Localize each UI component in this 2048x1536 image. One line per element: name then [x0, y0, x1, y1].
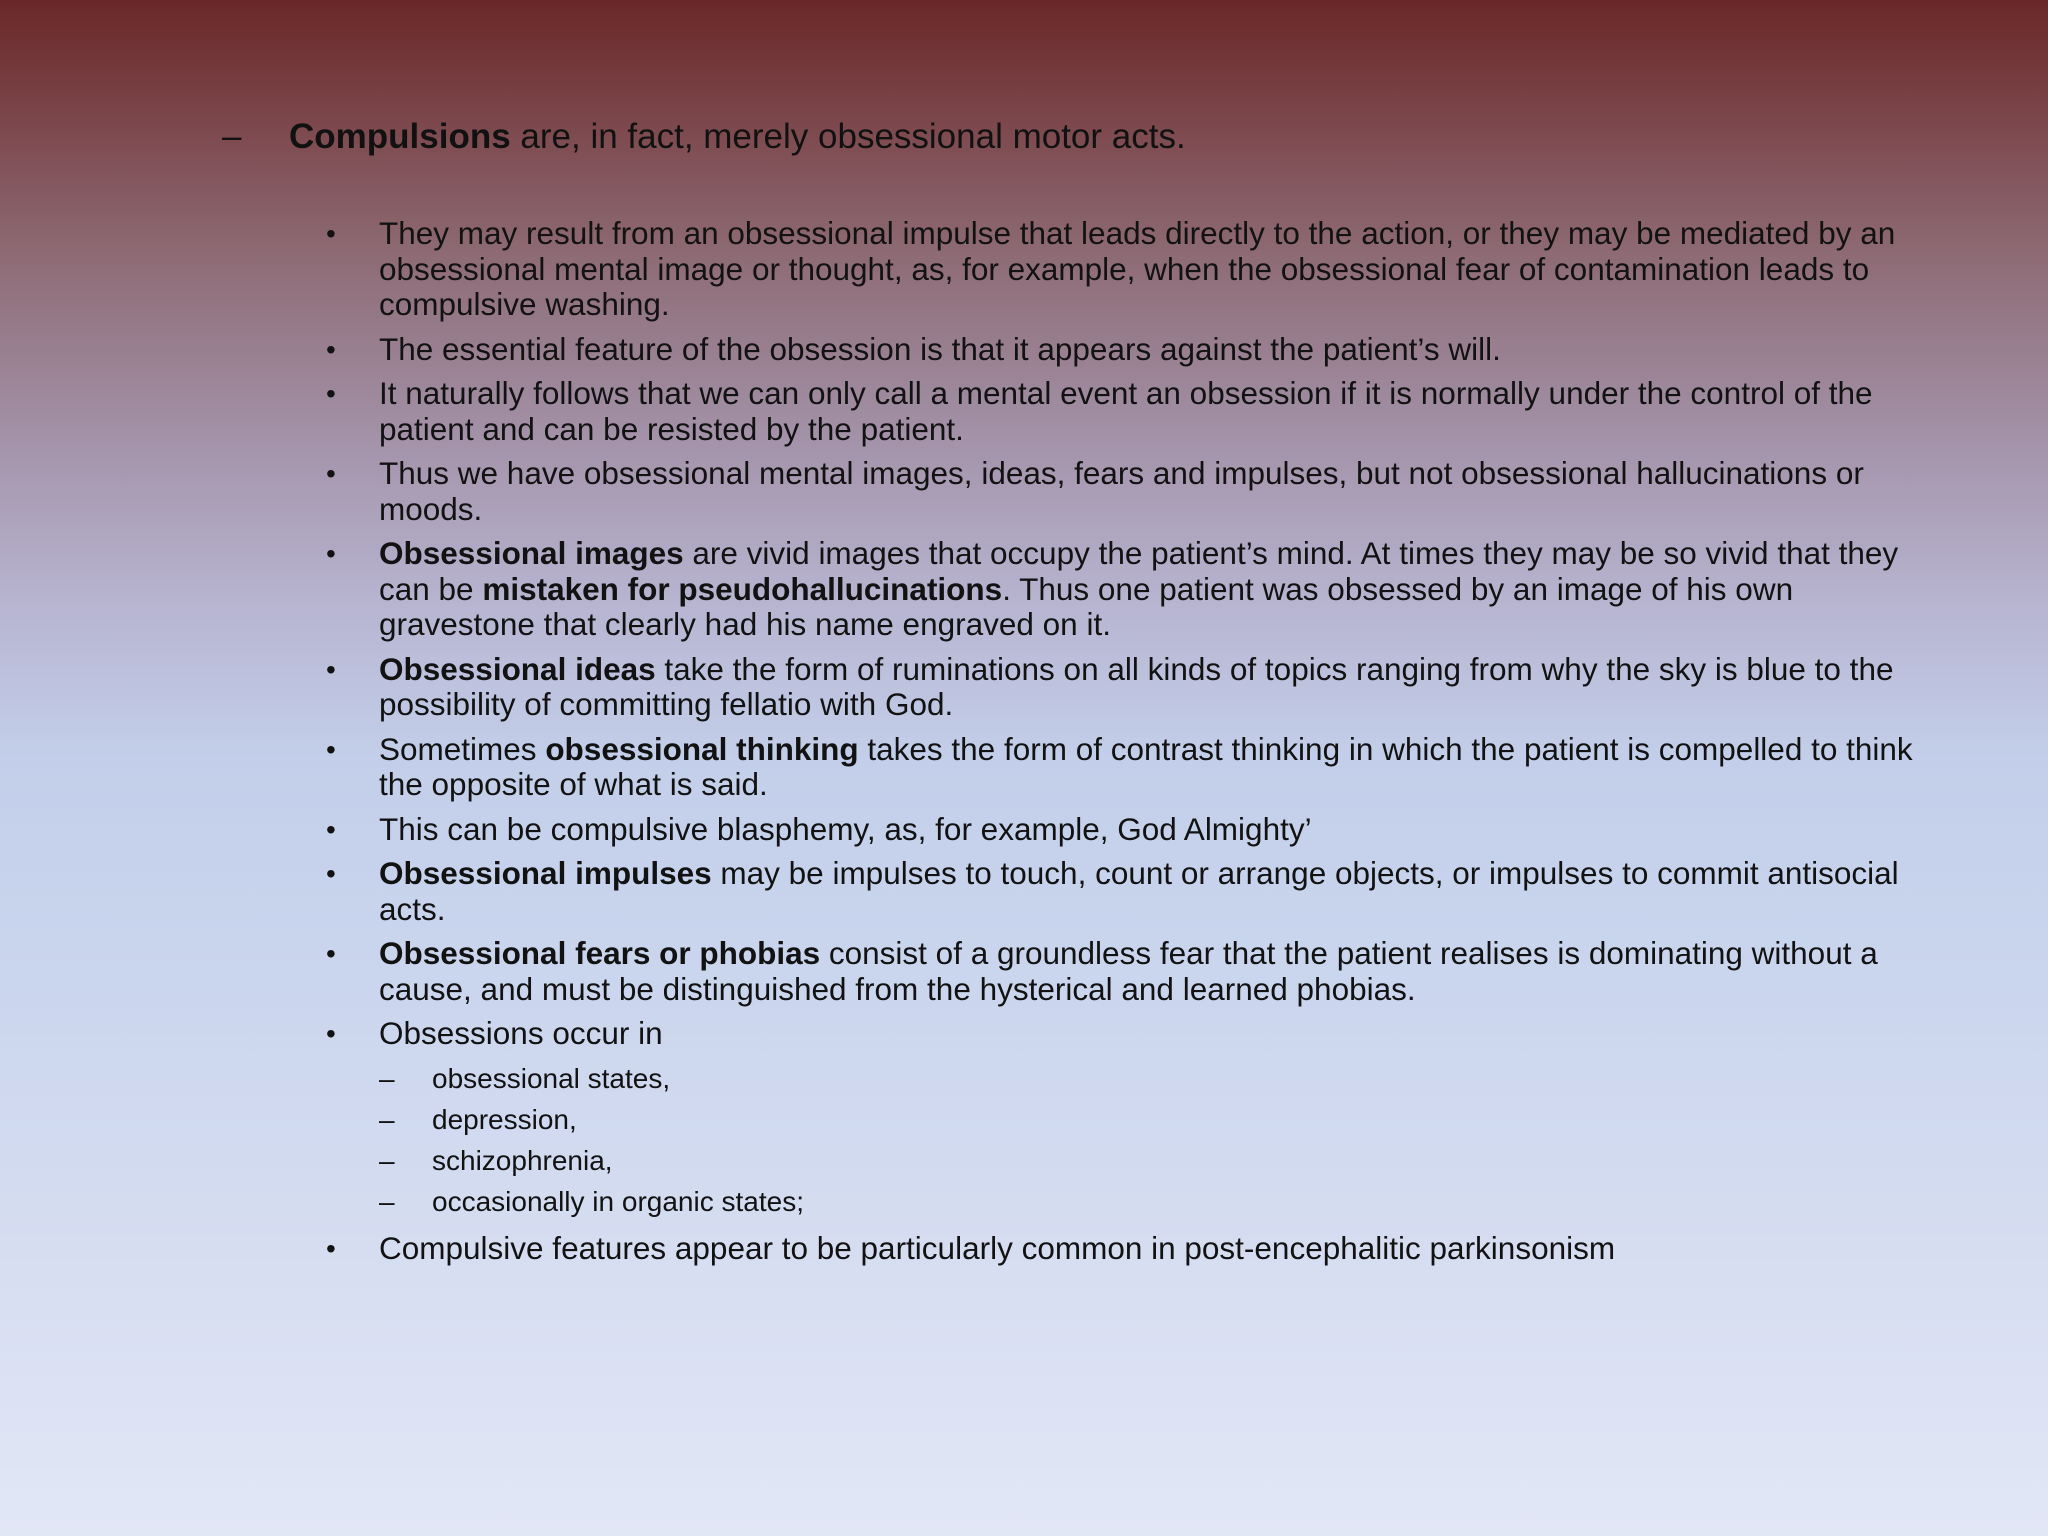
- dash-marker: –: [379, 1103, 395, 1135]
- bullet-bold-text: Obsessional impulses: [379, 855, 712, 891]
- dash-marker: –: [222, 117, 242, 156]
- bullet-text: It naturally follows that we can only call a mental event an obsession if it is normally under the control of the patient and can be resisted by the patient.: [379, 375, 1873, 447]
- bullet-text: This can be compulsive blasphemy, as, for example, God Almighty’: [379, 810, 1312, 847]
- bullet-text: They may result from an obsessional impulse that leads directly to the action, or they may be mediated by an obsessional mental image or thought, as, for example, when the obsessional fear of contamination leads to compulsive washing.: [379, 215, 1896, 322]
- sub-list-item: [379, 1099, 2026, 1140]
- bullet-marker: •: [326, 733, 336, 765]
- sub-list: [379, 1058, 1926, 1222]
- bullet-item: [326, 216, 1926, 323]
- bullet-item: [326, 1231, 1926, 1267]
- bullet-text: Sometimes: [379, 730, 546, 767]
- bullet-marker: •: [326, 1232, 336, 1264]
- sub-item-text: occasionally in organic states;: [432, 1185, 804, 1217]
- bullet-item: [326, 536, 1926, 643]
- bullet-bold-text: Obsessional fears or phobias: [379, 935, 821, 971]
- dash-marker: –: [379, 1185, 395, 1217]
- heading-bold: Compulsions: [289, 117, 511, 156]
- sub-list-item: [379, 1181, 2026, 1222]
- bullet-bold-text: Obsessional images: [379, 535, 684, 571]
- bullet-text: takes the form of contrast thinking in which the patient is compelled to think the opposite of what is said.: [379, 730, 1913, 802]
- bullet-text: . Thus one patient was obsessed by an image of his own gravestone that clearly had his name engraved on it.: [379, 570, 1794, 642]
- bullet-marker: •: [326, 653, 336, 685]
- bullet-marker: •: [326, 458, 336, 489]
- bullet-marker: •: [326, 938, 336, 969]
- bullet-item: [326, 936, 1926, 1007]
- bullet-text: Compulsive features appear to be particularly common in post-encephalitic parkinsonism: [379, 1229, 1616, 1266]
- bullet-item: [326, 732, 1926, 803]
- sub-list-item: [379, 1058, 2026, 1099]
- bullet-text: Thus we have obsessional mental images, ideas, fears and impulses, but not obsessional hallucinations or moods.: [379, 455, 1864, 527]
- bullet-text: may be impulses to touch, count or arrange objects, or impulses to commit antisocial acts.: [379, 855, 1899, 927]
- bullet-text: take the form of ruminations on all kinds of topics ranging from why the sky is blue to the possibility of committing fellatio with God.: [379, 650, 1894, 722]
- bullet-item: [326, 856, 1926, 927]
- bullet-text: are vivid images that occupy the patient’s mind. At times they may be so vivid that they can be: [379, 535, 1899, 607]
- bullet-list: [326, 216, 1926, 1275]
- sub-item-text: obsessional states,: [432, 1062, 671, 1094]
- dash-marker: –: [379, 1062, 395, 1094]
- sub-list-item: [379, 1140, 2026, 1181]
- bullet-item: [326, 1016, 1926, 1222]
- sub-item-text: depression,: [432, 1103, 577, 1135]
- bullet-text: consist of a groundless fear that the patient realises is dominating without a cause, and must be distinguished from the hysterical and learned phobias.: [379, 935, 1878, 1007]
- bullet-item: [326, 812, 1926, 848]
- bullet-text: Obsessions occur in: [379, 1015, 663, 1051]
- bullet-item: [326, 456, 1926, 527]
- bullet-marker: •: [326, 218, 336, 249]
- bullet-item: [326, 652, 1926, 723]
- heading-rest: are, in fact, merely obsessional motor acts.: [510, 117, 1186, 156]
- bullet-bold-text: mistaken for pseudohallucinations: [482, 570, 1003, 607]
- bullet-marker: •: [326, 333, 336, 365]
- bullet-marker: •: [326, 813, 336, 845]
- bullet-bold-text: obsessional thinking: [545, 730, 859, 767]
- bullet-item: [326, 376, 1926, 447]
- bullet-marker: •: [326, 378, 336, 409]
- bullet-marker: •: [326, 1018, 336, 1049]
- bullet-marker: •: [326, 538, 336, 569]
- bullet-text: The essential feature of the obsession is that it appears against the patient’s will.: [379, 330, 1501, 367]
- dash-marker: –: [379, 1144, 395, 1176]
- bullet-bold-text: Obsessional ideas: [379, 650, 656, 687]
- bullet-marker: •: [326, 858, 336, 889]
- bullet-item: [326, 332, 1926, 368]
- sub-item-text: schizophrenia,: [432, 1144, 613, 1176]
- heading-text: [289, 116, 1186, 158]
